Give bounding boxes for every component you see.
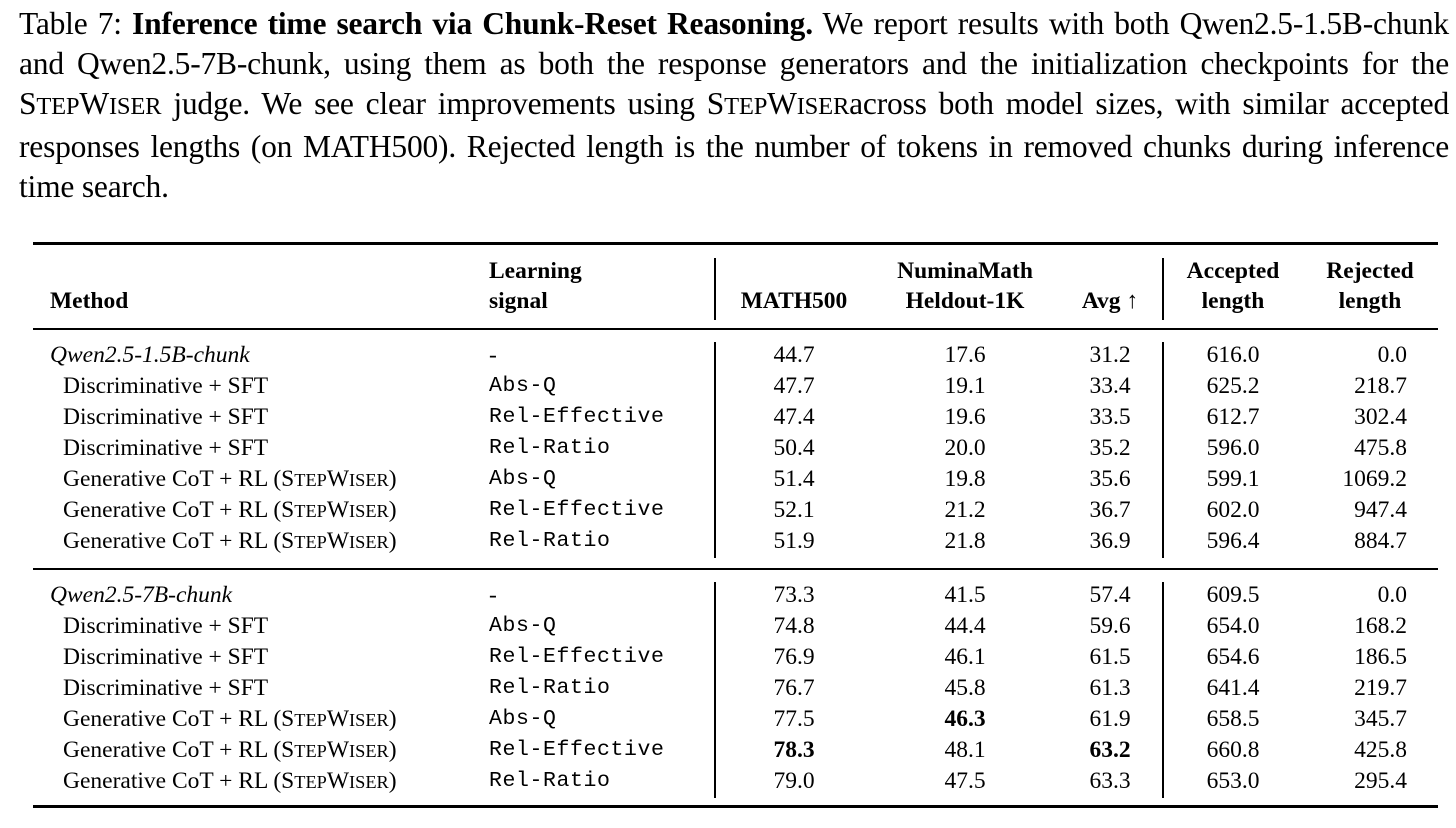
cell-accepted: 625.2 [1206, 373, 1260, 399]
cell-numina: 46.1 [944, 644, 986, 670]
header-math500: MATH500 [740, 288, 848, 314]
cell-math500: 78.3 [773, 737, 815, 763]
cell-rejected: 425.8 [1354, 737, 1407, 763]
cell-method: Generative CoT + RL (STEPWISER) [63, 466, 397, 492]
cell-avg: 35.6 [1089, 466, 1131, 492]
cell-accepted: 654.0 [1206, 613, 1260, 639]
header-rule [33, 328, 1438, 330]
cell-numina: 19.6 [944, 404, 986, 430]
cell-accepted: 660.8 [1206, 737, 1260, 763]
cell-math500: 44.7 [773, 342, 815, 368]
cell-method: Qwen2.5-7B-chunk [50, 582, 233, 608]
cell-math500: 77.5 [773, 706, 815, 732]
cell-math500: 74.8 [773, 613, 815, 639]
cell-math500: 76.7 [773, 675, 815, 701]
header-vline-2 [1162, 258, 1164, 320]
group2-vline-1 [714, 582, 716, 798]
cell-signal: Rel-Effective [489, 738, 665, 762]
cell-signal: Abs-Q [489, 374, 557, 398]
cell-method: Discriminative + SFT [63, 675, 269, 701]
cell-method: Discriminative + SFT [63, 404, 269, 430]
cell-accepted: 596.0 [1206, 435, 1260, 461]
cell-avg: 33.5 [1089, 404, 1131, 430]
cell-math500: 79.0 [773, 768, 815, 794]
cell-math500: 51.9 [773, 528, 815, 554]
cell-math500: 76.9 [773, 644, 815, 670]
cell-signal: - [489, 582, 497, 608]
cell-accepted: 654.6 [1206, 644, 1260, 670]
cell-signal: Rel-Ratio [489, 769, 611, 793]
cell-method: Discriminative + SFT [63, 613, 269, 639]
caption-stepwiser-a: STEPWISER [19, 86, 162, 121]
cell-avg: 61.5 [1089, 644, 1131, 670]
cell-avg: 36.7 [1089, 497, 1131, 523]
group1-vline-1 [714, 342, 716, 558]
cell-avg: 63.2 [1089, 737, 1131, 763]
cell-signal: Rel-Effective [489, 498, 665, 522]
cell-accepted: 612.7 [1206, 404, 1260, 430]
header-signal-line2: signal [489, 288, 548, 314]
cell-rejected: 218.7 [1354, 373, 1407, 399]
cell-signal: Rel-Ratio [489, 676, 611, 700]
cell-rejected: 475.8 [1354, 435, 1407, 461]
cell-numina: 19.8 [944, 466, 986, 492]
cell-accepted: 602.0 [1206, 497, 1260, 523]
cell-avg: 36.9 [1089, 528, 1131, 554]
cell-numina: 45.8 [944, 675, 986, 701]
cell-signal: Rel-Ratio [489, 529, 611, 553]
cell-math500: 51.4 [773, 466, 815, 492]
cell-numina: 41.5 [944, 582, 986, 608]
header-accepted-line2: length [1201, 288, 1265, 314]
cell-avg: 33.4 [1089, 373, 1131, 399]
top-rule [33, 242, 1438, 245]
header-numina-line2: Heldout-1K [905, 288, 1025, 314]
cell-rejected: 0.0 [1377, 582, 1407, 608]
cell-accepted: 596.4 [1206, 528, 1260, 554]
cell-accepted: 616.0 [1206, 342, 1260, 368]
header-rejected-line2: length [1338, 288, 1402, 314]
header-method: Method [50, 288, 129, 314]
bottom-rule [33, 805, 1438, 808]
cell-signal: Abs-Q [489, 467, 557, 491]
cell-avg: 35.2 [1089, 435, 1131, 461]
cell-method: Qwen2.5-1.5B-chunk [50, 342, 250, 368]
header-numina-line1: NuminaMath [897, 258, 1033, 284]
cell-signal: Abs-Q [489, 707, 557, 731]
group-rule [33, 568, 1438, 570]
cell-accepted: 653.0 [1206, 768, 1260, 794]
cell-numina: 48.1 [944, 737, 986, 763]
cell-accepted: 641.4 [1206, 675, 1260, 701]
cell-math500: 52.1 [773, 497, 815, 523]
cell-rejected: 345.7 [1354, 706, 1407, 732]
cell-rejected: 884.7 [1354, 528, 1407, 554]
header-accepted-line1: Accepted [1186, 258, 1280, 284]
cell-method: Generative CoT + RL (STEPWISER) [63, 528, 397, 554]
cell-math500: 47.7 [773, 373, 815, 399]
caption-text-3: across both model sizes, with similar accepted responses lengths (on MATH500). Rejected length is the number of tokens in removed chunks during inference time search. [19, 86, 1449, 204]
cell-method: Discriminative + SFT [63, 644, 269, 670]
cell-accepted: 658.5 [1206, 706, 1260, 732]
caption-title: Inference time search via Chunk-Reset Reasoning. [132, 6, 813, 41]
cell-method: Generative CoT + RL (STEPWISER) [63, 497, 397, 523]
group1-vline-2 [1162, 342, 1164, 558]
caption-stepwiser-b: STEPWISER [706, 86, 850, 121]
cell-numina: 47.5 [944, 768, 986, 794]
cell-signal: Abs-Q [489, 614, 557, 638]
cell-signal: Rel-Effective [489, 405, 665, 429]
cell-math500: 73.3 [773, 582, 815, 608]
header-signal-line1: Learning [489, 258, 582, 284]
cell-signal: Rel-Effective [489, 645, 665, 669]
cell-signal: - [489, 342, 497, 368]
cell-numina: 19.1 [944, 373, 986, 399]
cell-avg: 31.2 [1089, 342, 1131, 368]
cell-numina: 17.6 [944, 342, 986, 368]
cell-rejected: 295.4 [1354, 768, 1407, 794]
cell-avg: 61.9 [1089, 706, 1131, 732]
cell-numina: 21.8 [944, 528, 986, 554]
cell-rejected: 0.0 [1377, 342, 1407, 368]
cell-numina: 21.2 [944, 497, 986, 523]
cell-rejected: 1069.2 [1342, 466, 1407, 492]
cell-math500: 50.4 [773, 435, 815, 461]
cell-accepted: 599.1 [1206, 466, 1260, 492]
cell-numina: 44.4 [944, 613, 986, 639]
caption-text-1: We report results with both Qwen2.5-1.5B-chunk and Qwen2.5-7B-chunk, using them as both the response generators and the initialization checkpoints for the [19, 6, 1449, 81]
cell-rejected: 302.4 [1354, 404, 1407, 430]
header-vline-1 [714, 258, 716, 320]
cell-avg: 63.3 [1089, 768, 1131, 794]
cell-accepted: 609.5 [1206, 582, 1260, 608]
cell-numina: 20.0 [944, 435, 986, 461]
cell-method: Generative CoT + RL (STEPWISER) [63, 768, 397, 794]
cell-avg: 59.6 [1089, 613, 1131, 639]
cell-rejected: 186.5 [1354, 644, 1407, 670]
cell-avg: 61.3 [1089, 675, 1131, 701]
table-caption [19, 4, 1449, 207]
cell-math500: 47.4 [773, 404, 815, 430]
cell-signal: Rel-Ratio [489, 436, 611, 460]
header-rejected-line1: Rejected [1326, 258, 1414, 284]
cell-method: Generative CoT + RL (STEPWISER) [63, 737, 397, 763]
group2-vline-2 [1162, 582, 1164, 798]
cell-numina: 46.3 [944, 706, 986, 732]
cell-avg: 57.4 [1089, 582, 1131, 608]
cell-rejected: 168.2 [1354, 613, 1407, 639]
cell-method: Discriminative + SFT [63, 435, 269, 461]
cell-method: Generative CoT + RL (STEPWISER) [63, 706, 397, 732]
caption-label: Table 7: [19, 6, 122, 41]
cell-rejected: 947.4 [1354, 497, 1407, 523]
header-avg: Avg ↑ [1081, 288, 1139, 314]
cell-method: Discriminative + SFT [63, 373, 269, 399]
caption-text-2: judge. We see clear improvements using [173, 86, 695, 121]
cell-rejected: 219.7 [1354, 675, 1407, 701]
